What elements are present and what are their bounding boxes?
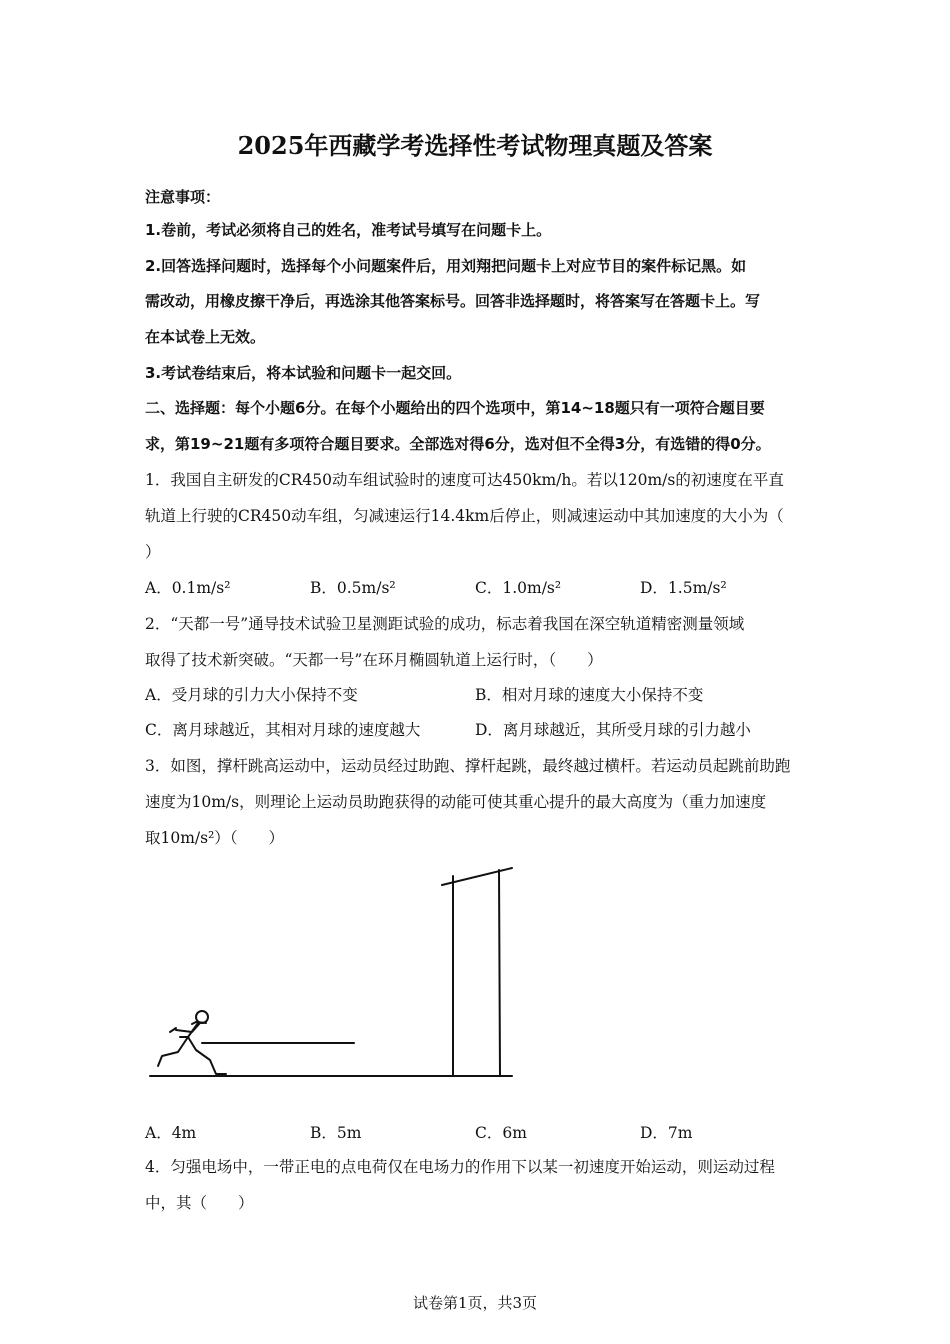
notice-line-2a: 2.回答选择问题时，选择每个小问题案件后，用刘翔把问题卡上对应节目的案件标记黑。如 (145, 257, 747, 275)
notice-line-3: 3.考试卷结束后，将本试验和问题卡一起交回。 (145, 364, 462, 382)
q1-option-c: C．1.0m/s² (475, 579, 562, 597)
q2-line-2: 取得了技术新突破。“天都一号”在环月椭圆轨道上运行时，（ ） (145, 651, 603, 669)
q2-option-a: A．受月球的引力大小保持不变 (145, 686, 358, 704)
pole-vault-figure (140, 860, 530, 1085)
notice-line-1: 1.卷前，考试必须将自己的姓名，准考试号填写在问题卡上。 (145, 221, 552, 239)
page-footer: 试卷第1页，共3页 (412, 1294, 538, 1312)
q1-line-3: ） (145, 543, 161, 561)
q1-option-d: D．1.5m/s² (640, 579, 727, 597)
section-instructions-1: 二、选择题：每个小题6分。在每个小题给出的四个选项中，第14~18题只有一项符合题目要 (145, 399, 765, 417)
notice-line-2b: 需改动，用橡皮擦干净后，再选涂其他答案标号。回答非选择题时，将答案写在答题卡上。写 (145, 292, 761, 310)
q2-line-1: 2．“天都一号”通导技术试验卫星测距试验的成功，标志着我国在深空轨道精密测量领域 (145, 615, 745, 633)
q3-line-3: 取10m/s²）（ ） (145, 829, 285, 847)
q3-option-b: B．5m (310, 1124, 362, 1142)
q3-option-a: A．4m (145, 1124, 197, 1142)
q3-line-1: 3．如图，撑杆跳高运动中，运动员经过助跑、撑杆起跳，最终越过横杆。若运动员起跳前助跑 (145, 757, 791, 775)
q2-option-c: C．离月球越近，其相对月球的速度越大 (145, 721, 421, 739)
q2-option-d: D．离月球越近，其所受月球的引力越小 (475, 721, 751, 739)
q3-line-2: 速度为10m/s，则理论上运动员助跑获得的动能可使其重心提升的最大高度为（重力加速度 (145, 793, 767, 811)
q1-line-1: 1．我国自主研发的CR450动车组试验时的速度可达450km/h。若以120m/s的初速度在平直 (145, 471, 784, 489)
page-title: 2025年西藏学考选择性考试物理真题及答案 (237, 131, 713, 160)
q4-line-2: 中，其（ ） (145, 1194, 254, 1212)
q3-option-c: C．6m (475, 1124, 527, 1142)
notice-line-2c: 在本试卷上无效。 (145, 328, 266, 346)
q3-option-d: D．7m (640, 1124, 693, 1142)
q1-option-a: A．0.1m/s² (145, 579, 231, 597)
q1-option-b: B．0.5m/s² (310, 579, 396, 597)
q4-line-1: 4．匀强电场中，一带正电的点电荷仅在电场力的作用下以某一初速度开始运动，则运动过程 (145, 1158, 775, 1176)
notice-heading: 注意事项： (145, 188, 221, 206)
q2-option-b: B．相对月球的速度大小保持不变 (475, 686, 704, 704)
section-instructions-2: 求，第19~21题有多项符合题目要求。全部选对得6分，选对但不全得3分，有选错的得0分。 (145, 435, 771, 453)
standard-right (499, 870, 500, 1076)
q1-line-2: 轨道上行驶的CR450动车组，匀减速运行14.4km后停止，则减速运动中其加速度的大小为（ (145, 507, 784, 525)
